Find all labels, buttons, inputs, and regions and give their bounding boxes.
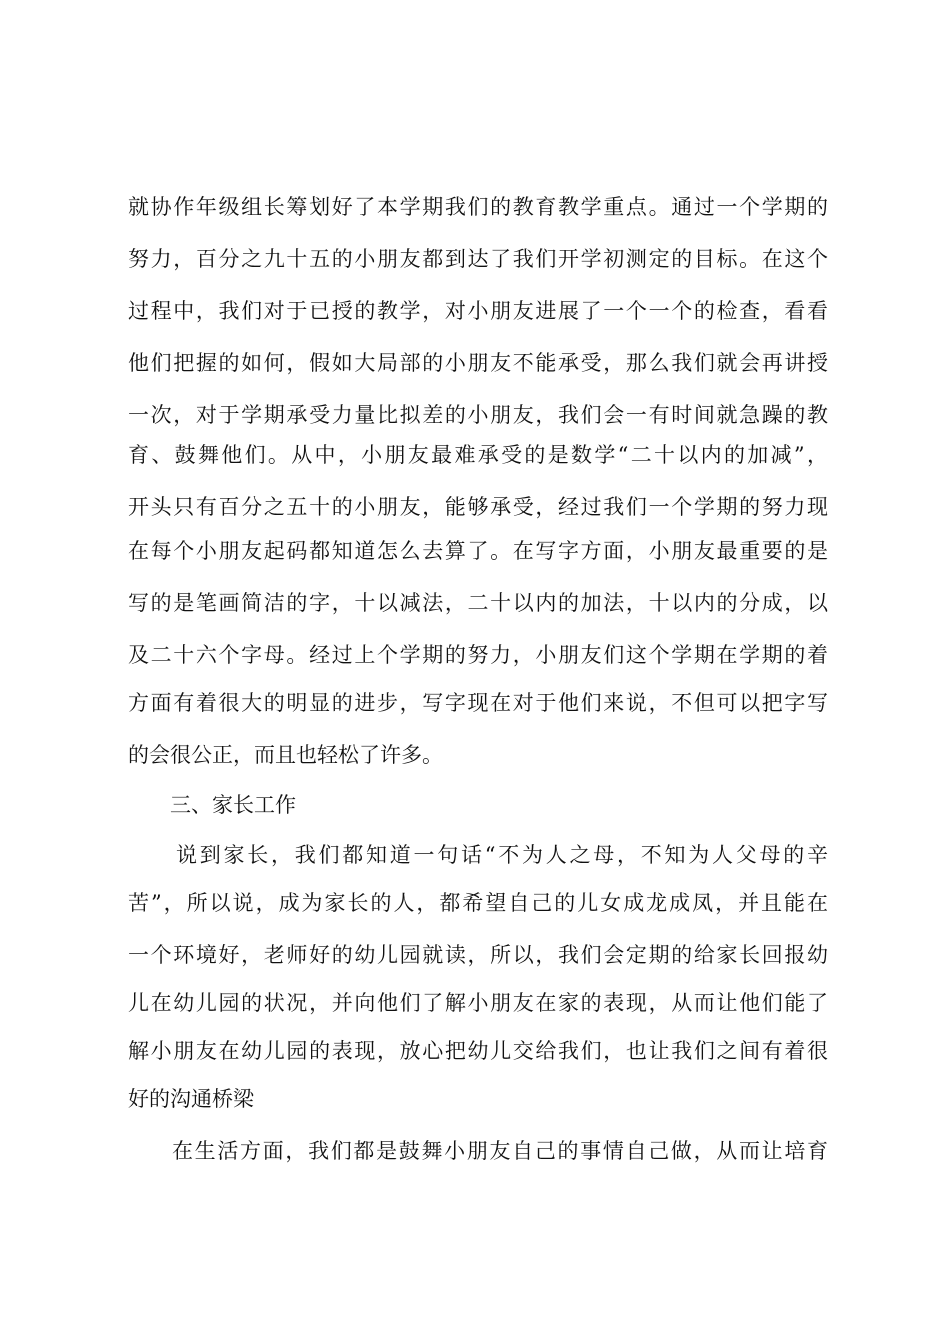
paragraph-1-line-4: 他们把握的如何，假如大局部的小朋友不能承受，那么我们就会再讲授 [128, 351, 828, 375]
paragraph-2-line-3: 一个环境好，老师好的幼儿园就读，所以，我们会定期的给家长回报幼 [128, 943, 828, 967]
paragraph-2-line-1: 说到家长，我们都知道一句话“不为人之母，不知为人父母的辛 [176, 843, 828, 867]
paragraph-2-line-2: 苦”，所以说，成为家长的人，都希望自己的儿女成龙成凤，并且能在 [128, 891, 828, 915]
paragraph-1-line-12: 的会很公正，而且也轻松了许多。 [128, 743, 443, 767]
paragraph-1-line-8: 在每个小朋友起码都知道怎么去算了。在写字方面，小朋友最重要的是 [128, 539, 828, 563]
paragraph-1-line-11: 方面有着很大的明显的进步，写字现在对于他们来说，不但可以把字写 [128, 691, 828, 715]
paragraph-1-line-5: 一次，对于学期承受力量比拟差的小朋友，我们会一有时间就急躁的教 [128, 403, 828, 427]
paragraph-1-line-6: 育、鼓舞他们。从中，小朋友最难承受的是数学“二十以内的加减”， [128, 443, 828, 467]
paragraph-2-line-5: 解小朋友在幼儿园的表现，放心把幼儿交给我们，也让我们之间有着很 [128, 1039, 828, 1063]
paragraph-3-line-1: 在生活方面，我们都是鼓舞小朋友自己的事情自己做，从而让培育 [172, 1139, 828, 1163]
paragraph-1-line-9: 写的是笔画简洁的字，十以减法，二十以内的加法，十以内的分成，以 [128, 591, 828, 615]
paragraph-1-line-1: 就协作年级组长筹划好了本学期我们的教育教学重点。通过一个学期的 [128, 195, 828, 219]
paragraph-1-line-3: 过程中，我们对于已授的教学，对小朋友进展了一个一个的检查，看看 [128, 299, 828, 323]
section-heading-parent-work: 三、家长工作 [170, 793, 296, 817]
paragraph-1-line-2: 努力，百分之九十五的小朋友都到达了我们开学初测定的目标。在这个 [128, 247, 828, 271]
paragraph-1-line-7: 开头只有百分之五十的小朋友，能够承受，经过我们一个学期的努力现 [128, 495, 828, 519]
paragraph-2-line-6: 好的沟通桥梁 [128, 1087, 254, 1111]
paragraph-2-line-4: 儿在幼儿园的状况，并向他们了解小朋友在家的表现，从而让他们能了 [128, 991, 828, 1015]
paragraph-1-line-10: 及二十六个字母。经过上个学期的努力，小朋友们这个学期在学期的着 [128, 643, 828, 667]
